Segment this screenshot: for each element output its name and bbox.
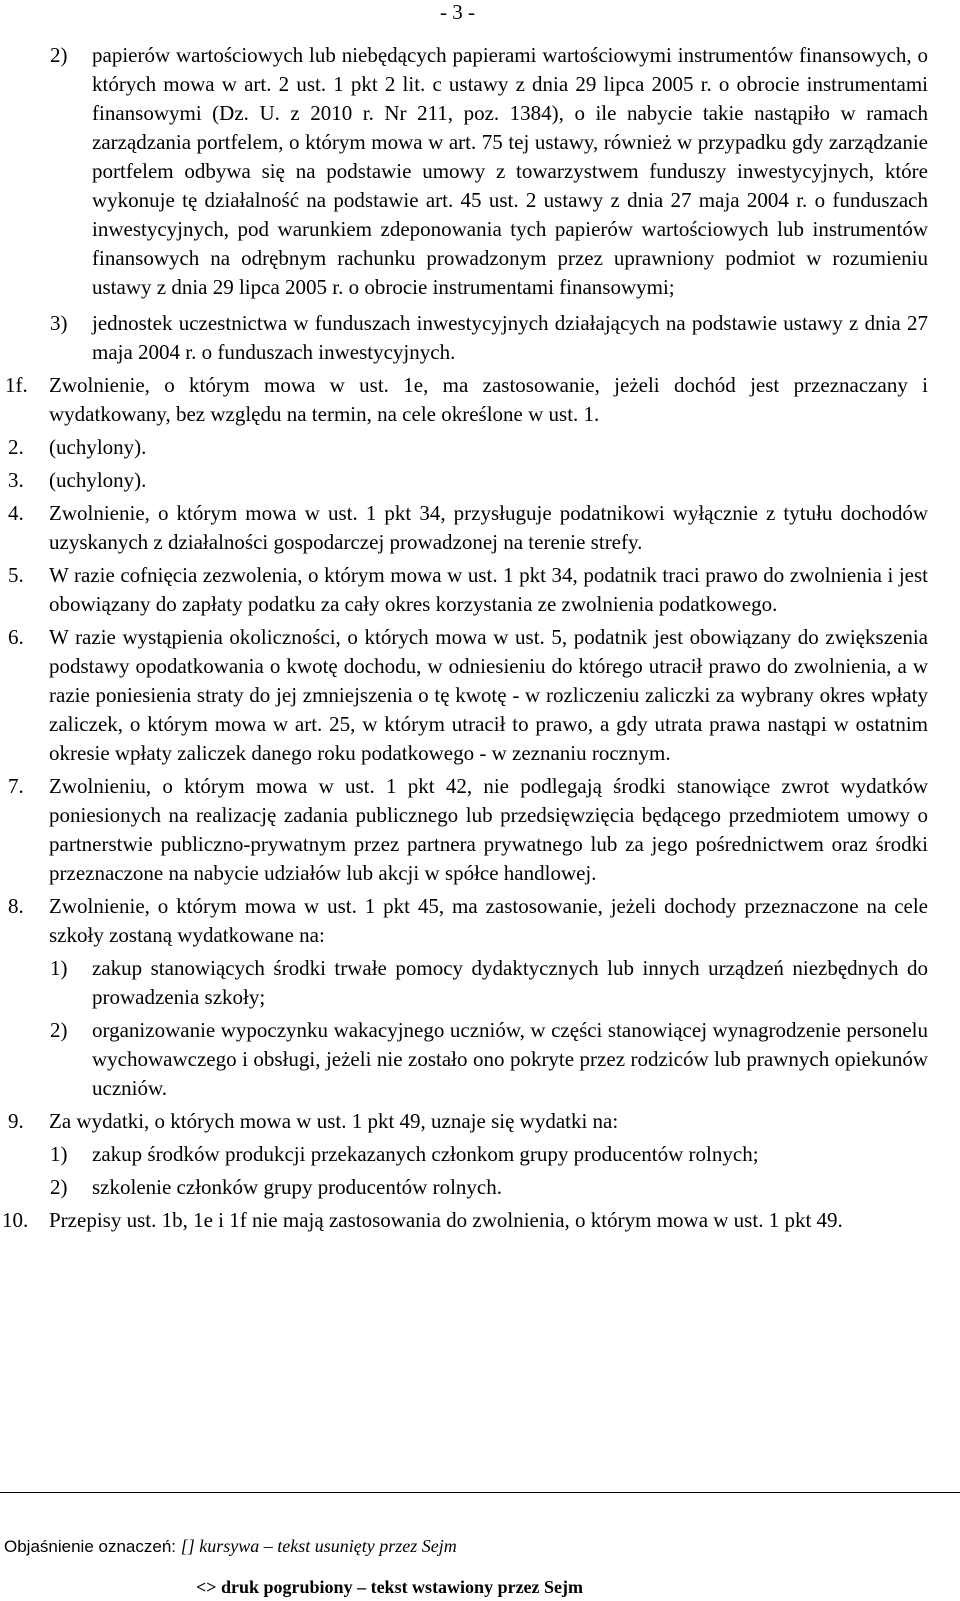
legend-deleted-text: [] kursywa – tekst usunięty przez Sejm xyxy=(180,1536,457,1556)
paragraph-3 xyxy=(0,466,960,495)
paragraph-1f xyxy=(0,371,960,429)
point-number: 3) xyxy=(50,311,68,335)
paragraph-text: W razie cofnięcia zezwolenia, o którym mowa w ust. 1 pkt 34, podatnik traci prawo do zwolnienia i jest obowiązany do zapłaty podatku za cały okres korzystania ze zwolnienia podatkowego. xyxy=(49,563,928,616)
paragraph-8 xyxy=(0,892,960,950)
legend-label: Objaśnienie oznaczeń: xyxy=(4,1537,177,1556)
point-text: organizowanie wypoczynku wakacyjnego uczniów, w części stanowiącej wynagrodzenie personelu wychowawczego i obsługi, jeżeli nie zostało ono pokryte przez rodziców lub prawnych opiekunów uczniów. xyxy=(92,1018,928,1100)
document-body xyxy=(0,41,960,1235)
paragraph-text: W razie wystąpienia okoliczności, o których mowa w ust. 5, podatnik jest obowiązany do zwiększenia podstawy opodatkowania o kwotę dochodu, w odniesieniu do którego utracił prawo do zwolnienia, a w razie poniesienia straty do jej zmniejszenia o tę kwotę - w rozliczeniu zaliczki za wybrany okres wpłaty zaliczek, o którym mowa w art. 25, w którym utracił to prawo, a gdy utrata prawa nastąpi w ostatnim okresie wpłaty zaliczek danego roku podatkowego - w zeznaniu rocznym. xyxy=(49,625,928,765)
paragraph-text: Zwolnienie, o którym mowa w ust. 1 pkt 45, ma zastosowanie, jeżeli dochody przeznaczone na cele szkoły zostaną wydatkowane na: xyxy=(49,894,928,947)
paragraph-text: Przepisy ust. 1b, 1e i 1f nie mają zastosowania do zwolnienia, o którym mowa w ust. 1 pkt 49. xyxy=(49,1208,843,1232)
paragraph-7 xyxy=(0,772,960,888)
paragraph-number: 4. xyxy=(8,501,24,525)
paragraph-number: 2. xyxy=(8,435,24,459)
point-number: 2) xyxy=(50,43,68,67)
paragraph-5 xyxy=(0,561,960,619)
point-text: papierów wartościowych lub niebędących papierami wartościowymi instrumentów finansowych, o których mowa w art. 2 ust. 1 pkt 2 lit. c ustawy z dnia 29 lipca 2005 r. o obrocie instrumentami finansowymi (Dz. U. z 2010 r. Nr 211, poz. 1384), o ile nabycie takie nastąpiło w ramach zarządzania portfelem, o którym mowa w art. 75 tej ustawy, również w przypadku gdy zarządzanie portfelem odbywa się na podstawie umowy z towarzystwem funduszy inwestycyjnych, które wykonuje tę działalność na podstawie art. 45 ust. 2 ustawy z dnia 27 maja 2004 r. o funduszach inwestycyjnych, pod warunkiem zdeponowania tych papierów wartościowych lub instrumentów finansowych na odrębnym rachunku prowadzonym przez uprawniony podmiot w rozumieniu ustawy z dnia 29 lipca 2005 r. o obrocie instrumentami finansowymi; xyxy=(92,43,928,299)
point-2 xyxy=(0,41,960,302)
paragraph-number: 6. xyxy=(8,625,24,649)
point-text: zakup środków produkcji przekazanych członkom grupy producentów rolnych; xyxy=(92,1142,759,1166)
paragraph-number: 9. xyxy=(8,1109,24,1133)
point-number: 2) xyxy=(50,1018,68,1042)
paragraph-text: (uchylony). xyxy=(49,468,147,492)
point-number: 2) xyxy=(50,1175,68,1199)
paragraph-text: Zwolnienie, o którym mowa w ust. 1 pkt 34, przysługuje podatnikowi wyłącznie z tytułu dochodów uzyskanych z działalności gospodarczej prowadzonej na terenie strefy. xyxy=(49,501,928,554)
point-number: 1) xyxy=(50,956,68,980)
paragraph-9-point-1 xyxy=(0,1140,960,1169)
paragraph-9-point-2 xyxy=(0,1173,960,1202)
paragraph-text: Za wydatki, o których mowa w ust. 1 pkt 49, uznaje się wydatki na: xyxy=(49,1109,619,1133)
footer-divider xyxy=(0,1492,960,1493)
legend-added-text: <> druk pogrubiony – tekst wstawiony przez Sejm xyxy=(196,1577,584,1597)
point-text: zakup stanowiących środki trwałe pomocy dydaktycznych lub innych urządzeń niezbędnych do prowadzenia szkoły; xyxy=(92,956,928,1009)
paragraph-number: 8. xyxy=(8,894,24,918)
paragraph-9 xyxy=(0,1107,960,1136)
paragraph-10 xyxy=(0,1206,960,1235)
paragraph-number: 1f. xyxy=(5,373,28,397)
legend-line xyxy=(4,1536,457,1557)
paragraph-8-point-1 xyxy=(0,954,960,1012)
paragraph-2 xyxy=(0,433,960,462)
paragraph-number: 7. xyxy=(8,774,24,798)
paragraph-text: Zwolnieniu, o którym mowa w ust. 1 pkt 42, nie podlegają środki stanowiące zwrot wydatków poniesionych na realizację zadania publicznego lub przedsięwzięcia będącego przedmiotem umowy o partnerstwie publiczno-prywatnym przez partnera prywatnego lub za jego pośrednictwem oraz środki przeznaczone na nabycie udziałów lub akcji w spółce handlowej. xyxy=(49,774,928,885)
paragraph-6 xyxy=(0,623,960,768)
point-text: jednostek uczestnictwa w funduszach inwestycyjnych działających na podstawie ustawy z dnia 27 maja 2004 r. o funduszach inwestycyjnych. xyxy=(92,311,928,364)
paragraph-text: Zwolnienie, o którym mowa w ust. 1e, ma zastosowanie, jeżeli dochód jest przeznaczany i wydatkowany, bez względu na termin, na cele określone w ust. 1. xyxy=(49,373,928,426)
paragraph-8-point-2 xyxy=(0,1016,960,1103)
paragraph-4 xyxy=(0,499,960,557)
paragraph-number: 3. xyxy=(8,468,24,492)
page-number: - 3 - xyxy=(440,0,475,24)
point-number: 1) xyxy=(50,1142,68,1166)
paragraph-number: 10. xyxy=(2,1208,29,1232)
paragraph-text: (uchylony). xyxy=(49,435,147,459)
paragraph-number: 5. xyxy=(8,563,24,587)
point-3 xyxy=(0,309,960,367)
point-text: szkolenie członków grupy producentów rolnych. xyxy=(92,1175,502,1199)
